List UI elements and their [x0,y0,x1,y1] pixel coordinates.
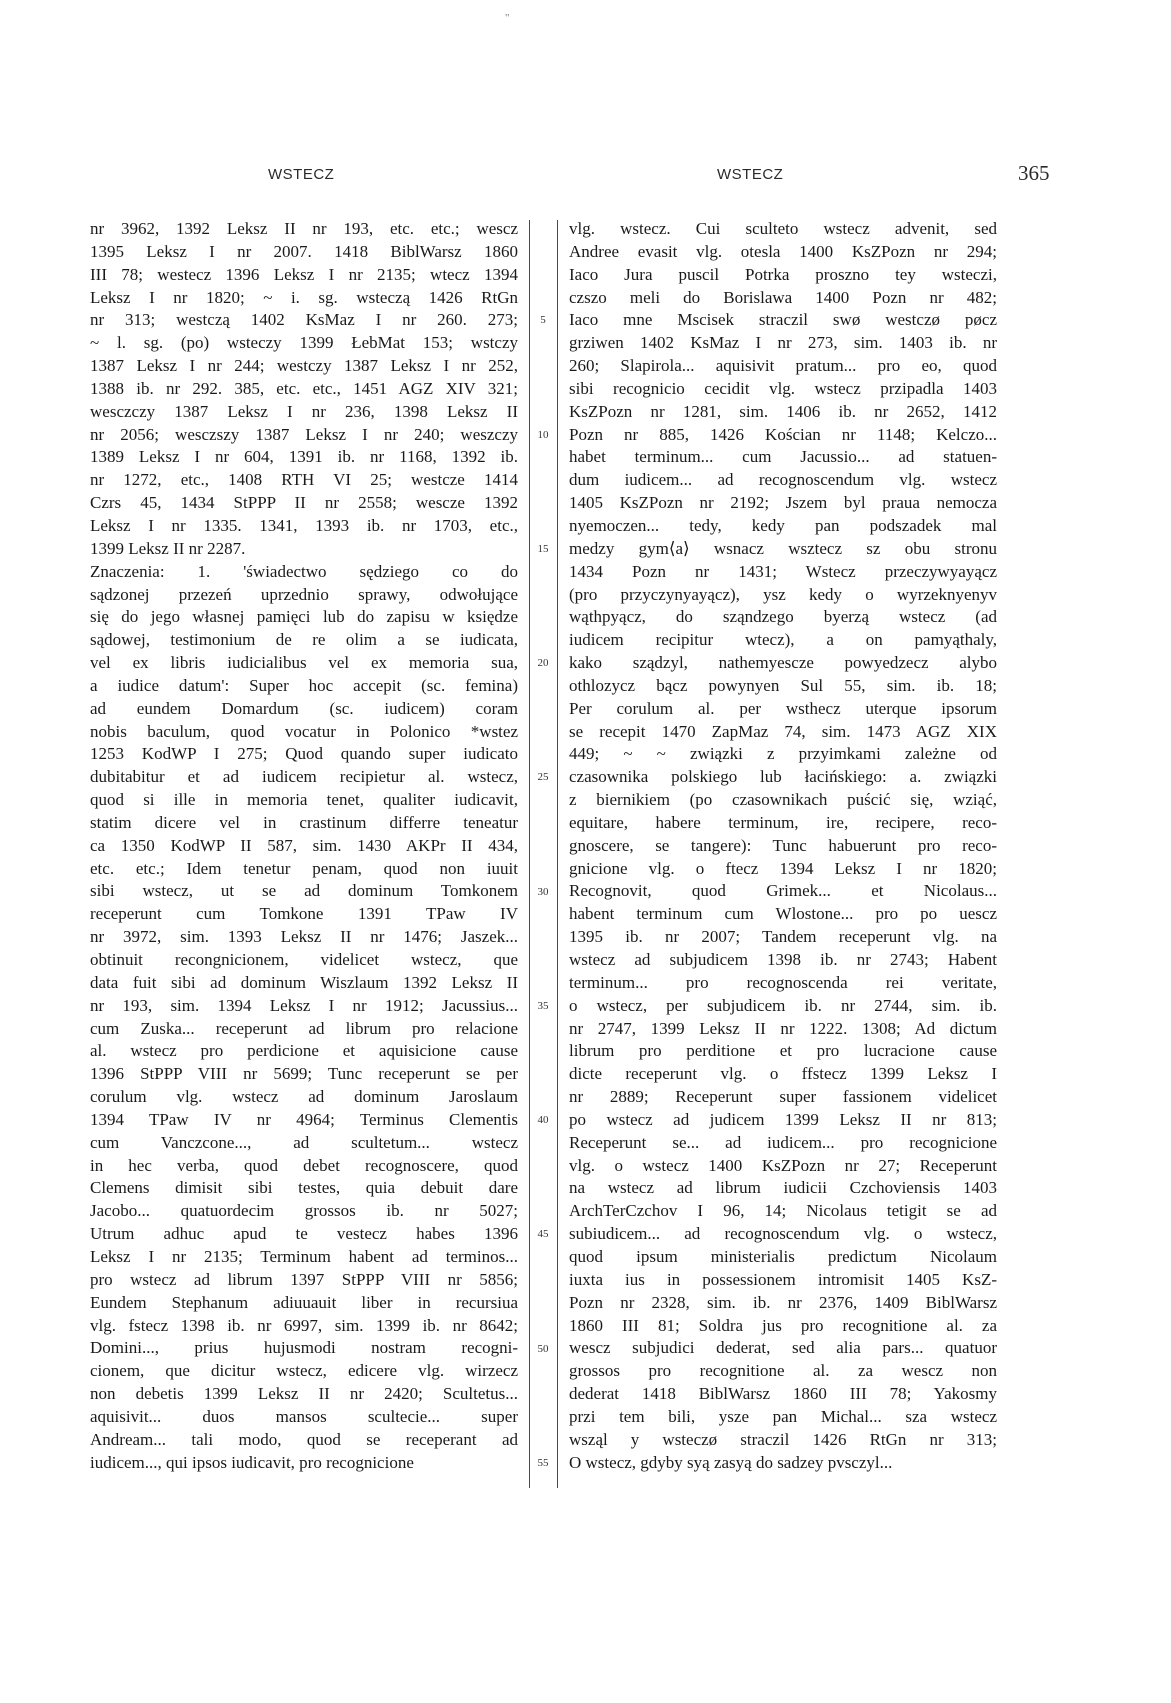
right-column-line: wsząl y wsteczø straczil 1426 RtGn nr 313; [569,1429,997,1449]
right-column-line: nr 2889; Receperunt super fassionem videlicet [569,1087,997,1107]
page-number: 365 [1018,161,1050,185]
right-column-line: othlozycz bącz powynyen Sul 55, sim. ib. 18; [569,675,997,695]
left-column-line: ad eundem Domardum (sc. iudicem) coram [90,698,518,718]
line-number: 40 [537,1114,549,1127]
right-column-line: gnicione vlg. o ftecz 1394 Leksz I nr 1820; [569,858,997,878]
left-column-line: data fuit sibi ad dominum Wiszlaum 1392 Leksz II [90,972,518,992]
right-column-line: terminum... pro recognoscenda rei veritate, [569,972,997,992]
left-gutter-rule [529,220,530,1488]
left-column-line: 1399 Leksz II nr 2287. [90,538,246,558]
right-column-line: quod ipsum ministerialis predictum Nicolaum [569,1246,997,1266]
left-column-line: quod si ille in memoria tenet, qualiter iudicavit, [90,790,518,810]
left-column-line: vlg. fstecz 1398 ib. nr 6997, sim. 1399 ib. nr 8642; [90,1315,518,1335]
left-column-line: Clemens dimisit sibi testes, quia debuit dare [90,1178,518,1198]
left-column-line: 1253 KodWP I 275; Quod quando super iudicato [90,744,518,764]
left-column-line: 1395 Leksz I nr 2007. 1418 BiblWarsz 1860 [90,241,518,261]
right-column-line: vlg. wstecz. Cui sculteto wstecz advenit, sed [569,219,997,238]
right-column-line: grziwen 1402 KsMaz I nr 273, sim. 1403 ib. nr [569,333,997,353]
right-column-line: wąthpyącz, do sząndzego byerzą wstecz (ad [569,607,997,627]
left-column-line: Utrum adhuc apud te vestecz habes 1396 [90,1224,518,1244]
right-column-line: dum iudicem... ad recognoscendum vlg. wstecz [569,470,997,490]
right-column-line: 449; ~ ~ związki z przyimkami zależne od [569,744,997,764]
line-number: 20 [537,657,549,670]
left-column-line: nobis baculum, quod vocatur in Polonico *wstez [90,721,518,741]
left-column-line: sądowej, testimonium de re olim a se iudicata, [90,630,518,650]
right-column-line: iudicem recipitur wtecz), a on pamyąthaly, [569,630,997,650]
left-column-line: sądzonej przezeń uprzednio sprawy, odwołujące [90,584,518,604]
right-column-line: O wstecz, gdyby syą zasyą do sadzey pvsczyl... [569,1452,893,1472]
left-column-line: się do jego własnej pamięci lub do zapisu w księdze [90,607,518,627]
left-column-line: 1396 StPPP VIII nr 5699; Tunc receperunt se per [90,1064,518,1084]
right-column-line: Recognovit, quod Grimek... et Nicolaus... [569,881,997,901]
left-column-line: cionem, que dicitur wstecz, edicere vlg. wirzecz [90,1361,518,1381]
right-running-head: WSTECZ [717,166,784,183]
left-column-line: Leksz I nr 2135; Terminum habent ad terminos... [90,1246,518,1266]
left-column-line: Domini..., prius hujusmodi nostram recogni- [90,1338,518,1358]
line-number: 35 [537,999,549,1012]
left-column-line: pro wstecz ad librum 1397 StPPP VIII nr 5856; [90,1269,518,1289]
right-column-line: przi tem bili, ysze pan Michal... sza wstecz [569,1406,997,1426]
left-running-head: WSTECZ [268,166,335,183]
right-gutter-rule [557,220,558,1488]
left-text-column [90,218,518,1474]
right-column-line: po wstecz ad judicem 1399 Leksz II nr 813; [569,1109,997,1129]
left-column-line: etc. etc.; Idem tenetur penam, quod non iuuit [90,858,518,878]
right-column-line: Iaco Jura puscil Potrka proszno tey wsteczi, [569,264,997,284]
line-number: 45 [537,1228,549,1241]
left-column-line: nr 313; westczą 1402 KsMaz I nr 260. 273; [90,310,518,330]
right-column-line: medzy gym⟨a⟩ wsnacz wsztecz sz obu stronu [569,538,997,558]
right-column-line: Iaco mne Mscisek straczil swø westczø pøcz [569,310,997,330]
right-column-line: subiudicem... ad recognoscendum vlg. o wstecz, [569,1224,997,1244]
right-column-line: sibi recognicio cecidit vlg. wstecz przipadla 1403 [569,378,997,398]
left-column-line: obtinuit recongnicionem, videlicet wstecz, que [90,950,518,969]
right-column-line: 1434 Pozn nr 1431; Wstecz przeczywyayącz [569,561,997,581]
right-column-line: czszo meli do Borislawa 1400 Pozn nr 482; [569,287,997,307]
left-column-line: corulum vlg. wstecz ad dominum Jaroslaum [90,1087,518,1107]
right-column-line: equitare, habere terminum, ire, recipere, reco- [569,812,997,832]
line-number: 25 [537,771,549,784]
line-number: 15 [537,542,549,555]
right-column-line: (pro przyczynyayącz), ysz kedy o wyrzeknyenyv [569,584,997,604]
right-column-line: o wstecz, per subjudicem ib. nr 2744, sim. ib. [569,995,997,1015]
left-column-line: statim dicere vel in crastinum differre teneatur [90,812,518,832]
left-column-line: wesczczy 1387 Leksz I nr 236, 1398 Leksz II [90,401,518,421]
left-column-line: Znaczenia: 1. 'świadectwo sędziego co do [90,561,518,581]
line-number: 5 [540,314,546,327]
right-column-line: 1405 KsZPozn nr 2192; Jszem byl praua nemocza [569,493,997,513]
right-column-line: vlg. o wstecz 1400 KsZPozn nr 27; Receperunt [569,1155,997,1175]
left-column-line: Andream... tali modo, quod se receperant ad [90,1429,518,1449]
left-column-line: a iudice datum': Super hoc accepit (sc. femina) [90,675,518,695]
line-number: 50 [537,1342,549,1355]
left-column-line: cum Zuska... receperunt ad librum pro relacione [90,1018,518,1038]
left-column-line: in hec verba, quod debet recognoscere, quod [90,1155,518,1175]
left-column-line: aquisivit... duos mansos scultecie... super [90,1406,518,1426]
right-column-line: iuxta ius in possessionem intromisit 1405 KsZ- [569,1269,997,1289]
line-number: 55 [537,1456,549,1469]
right-column-line: czasownika polskiego lub łacińskiego: a. związki [569,767,997,787]
left-column-line: nr 2056; wesczszy 1387 Leksz I nr 240; weszczy [90,424,518,444]
right-column-line: kako sządzyl, nathemyescze powyedzecz alybo [569,653,997,673]
right-column-line: dederat 1418 BiblWarsz 1860 III 78; Yakosmy [569,1384,997,1404]
right-column-line: 1395 ib. nr 2007; Tandem receperunt vlg. na [569,927,997,947]
left-column-line: Leksz I nr 1335. 1341, 1393 ib. nr 1703, etc., [90,515,518,535]
left-column-line: Jacobo... quatuordecim grossos ib. nr 5027; [90,1201,518,1221]
right-column-line: Receperunt se... ad iudicem... pro recognicione [569,1132,997,1152]
right-column-line: nr 2747, 1399 Leksz II nr 1222. 1308; Ad dictum [569,1018,997,1038]
right-column-line: Pozn nr 2328, sim. ib. nr 2376, 1409 BiblWarsz [569,1292,997,1312]
right-text-column [569,218,997,1474]
left-column-line: nr 3962, 1392 Leksz II nr 193, etc. etc.; wescz [90,219,518,238]
right-column-line: gnoscere, se tangere): Tunc habuerunt pro reco- [569,835,997,855]
left-column-line: Eundem Stephanum adiuuauit liber in recursiua [90,1292,518,1312]
left-column-line: Czrs 45, 1434 StPPP II nr 2558; wescze 1392 [90,493,518,513]
right-column-line: 1860 III 81; Soldra jus pro recognitione al. za [569,1315,997,1335]
right-column-line: habent terminum cum Wlostone... pro po uescz [569,904,997,924]
right-column-line: grossos pro recognitione al. za wescz non [569,1361,997,1381]
left-column-line: nr 193, sim. 1394 Leksz I nr 1912; Jacussius... [90,995,518,1015]
right-column-line: KsZPozn nr 1281, sim. 1406 ib. nr 2652, 1412 [569,401,997,421]
right-column-line: z biernikiem (po czasownikach puścić się, wziąć, [569,790,997,810]
left-column-line: nr 1272, etc., 1408 RTH VI 25; westcze 1414 [90,470,518,490]
right-column-line: se recepit 1470 ZapMaz 74, sim. 1473 AGZ XIX [569,721,997,741]
right-column-line: ArchTerCzchov I 96, 14; Nicolaus tetigit se ad [569,1201,997,1221]
left-column-line: 1387 Leksz I nr 244; westczy 1387 Leksz I nr 252, [90,356,518,376]
line-number: 30 [537,885,549,898]
right-column-line: Per corulum al. per wsthecz uterque ipsorum [569,698,997,718]
line-number: 10 [537,428,549,441]
right-column-line: Andree evasit vlg. otesla 1400 KsZPozn nr 294; [569,241,997,261]
left-column-line: iudicem..., qui ipsos iudicavit, pro recognicione [90,1452,414,1472]
right-column-line: na wstecz ad librum iudicii Czchoviensis 1403 [569,1178,997,1198]
right-column-line: nyemoczen... tedy, kedy pan podszadek mal [569,515,997,535]
top-page-mark: " [505,12,510,24]
left-column-line: Leksz I nr 1820; ~ i. sg. wsteczą 1426 RtGn [90,287,518,307]
right-column-line: librum pro perditione et pro lucracione cause [569,1041,997,1061]
left-column-line: 1389 Leksz I nr 604, 1391 ib. nr 1168, 1392 ib. [90,447,518,467]
left-column-line: 1388 ib. nr 292. 385, etc. etc., 1451 AGZ XIV 321; [90,378,518,398]
left-column-line: ~ l. sg. (po) wsteczy 1399 ŁebMat 153; wstczy [90,333,518,353]
left-column-line: non debetis 1399 Leksz II nr 2420; Scultetus... [90,1384,518,1404]
left-column-line: nr 3972, sim. 1393 Leksz II nr 1476; Jaszek... [90,927,518,947]
right-column-line: Pozn nr 885, 1426 Kościan nr 1148; Kelczo... [569,424,997,444]
right-column-line: habet terminum... cum Jacussio... ad statuen- [569,447,997,467]
left-column-line: al. wstecz pro perdicione et aquisicione cause [90,1041,518,1061]
right-column-line: wstecz ad subjudicem 1398 ib. nr 2743; Habent [569,950,997,969]
left-column-line: receperunt cum Tomkone 1391 TPaw IV [90,904,518,924]
left-column-line: vel ex libris iudicialibus vel ex memoria sua, [90,653,518,673]
left-column-line: cum Vanczcone..., ad scultetum... wstecz [90,1132,518,1152]
left-column-line: 1394 TPaw IV nr 4964; Terminus Clementis [90,1109,518,1129]
right-column-line: wescz subjudici dederat, sed alia pars... quatuor [569,1338,997,1358]
left-column-line: sibi wstecz, ut se ad dominum Tomkonem [90,881,518,901]
left-column-line: dubitabitur et ad iudicem recipietur al. wstecz, [90,767,518,787]
right-column-line: 260; Slapirola... aquisivit pratum... pro eo, quod [569,356,997,376]
left-column-line: ca 1350 KodWP II 587, sim. 1430 AKPr II 434, [90,835,518,855]
left-column-line: III 78; westecz 1396 Leksz I nr 2135; wtecz 1394 [90,264,518,284]
right-column-line: dicte receperunt vlg. o ffstecz 1399 Leksz I [569,1064,997,1084]
